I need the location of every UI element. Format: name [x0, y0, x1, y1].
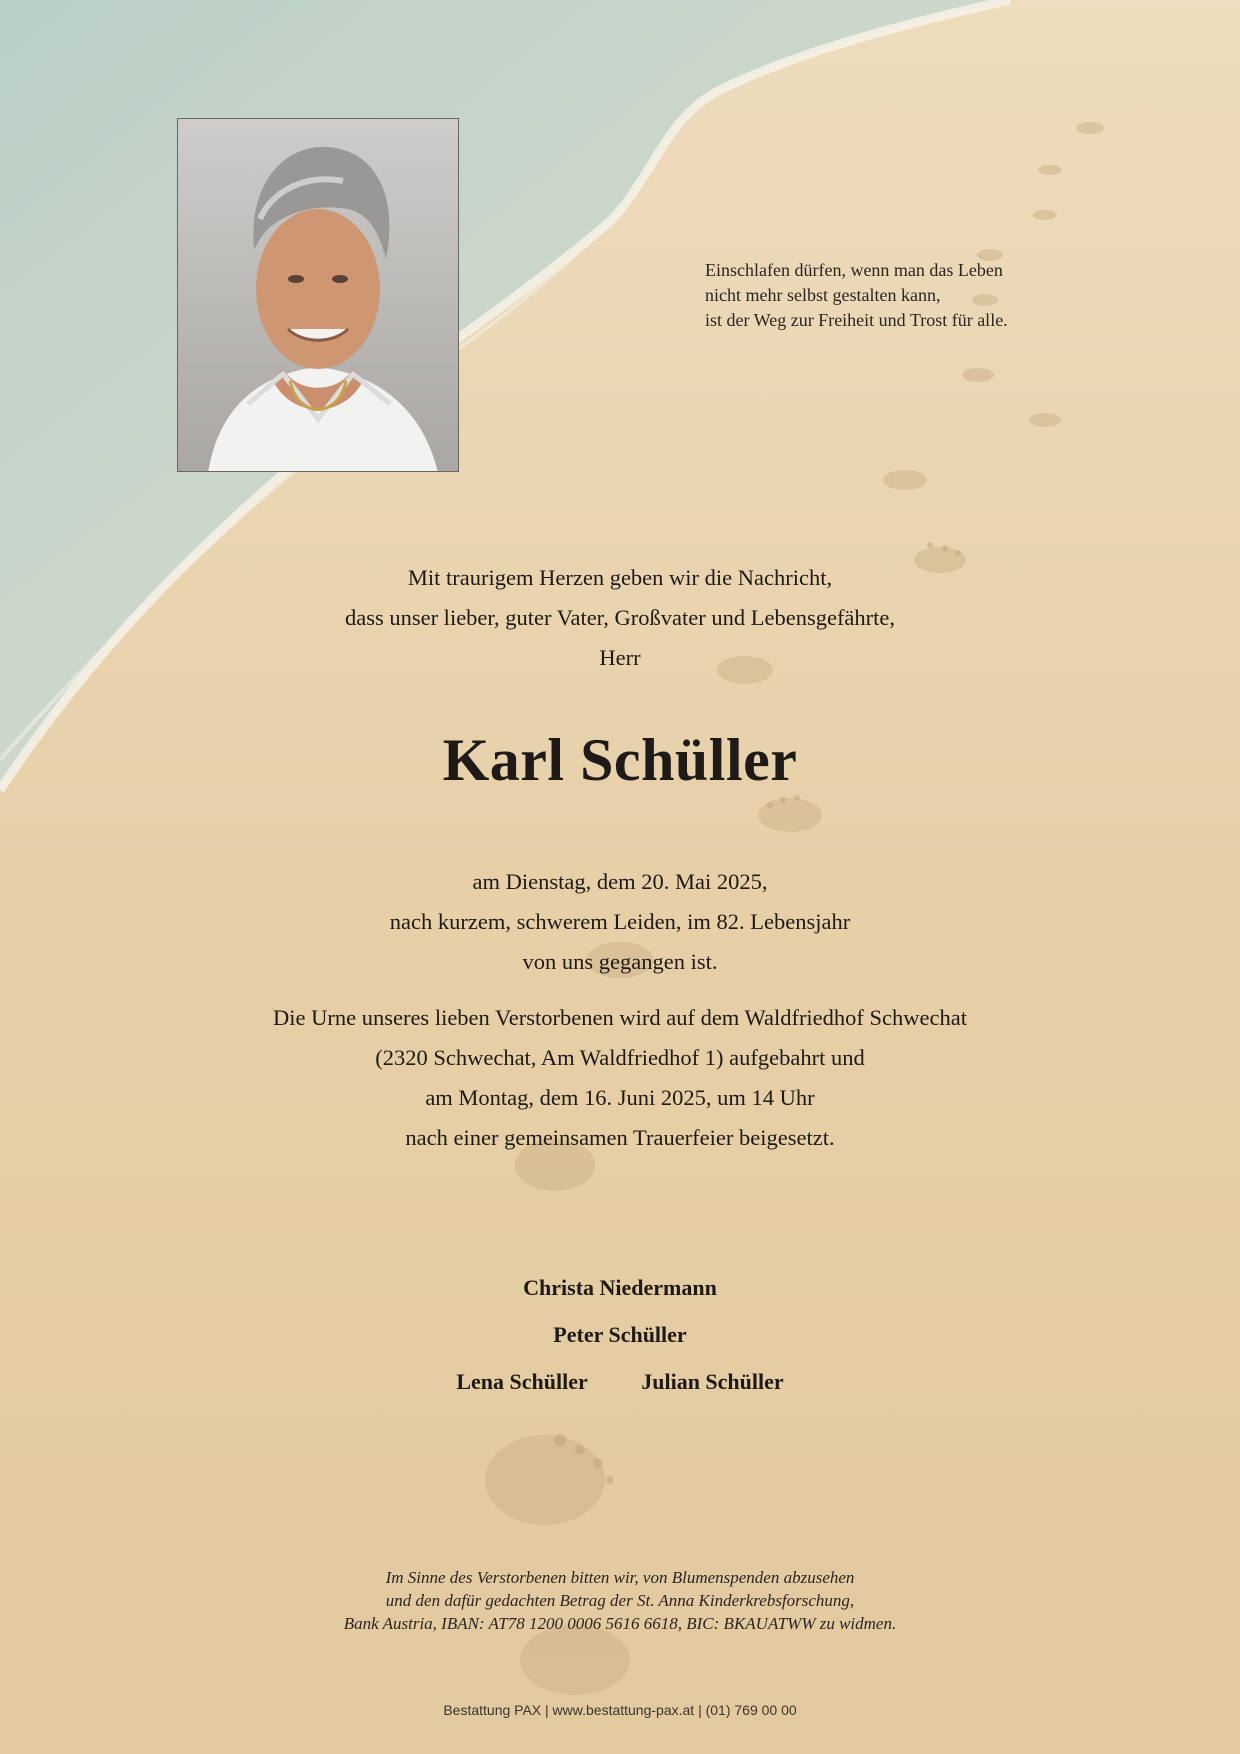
death-line: nach kurzem, schwerem Leiden, im 82. Lebensjahr	[389, 909, 851, 934]
portrait-photo	[177, 118, 459, 472]
memorial-quote	[705, 258, 1125, 333]
burial-line: nach einer gemeinsamen Trauerfeier beigesetzt.	[405, 1125, 835, 1150]
mourner-name: Peter Schüller	[553, 1322, 687, 1347]
death-line: am Dienstag, dem 20. Mai 2025,	[472, 869, 768, 894]
note-line: Bank Austria, IBAN: AT78 1200 0006 5616 6618, BIC: BKAUATWW zu widmen.	[343, 1614, 897, 1633]
announcement-intro	[120, 558, 1120, 678]
deceased-name: Karl Schüller	[442, 727, 798, 793]
death-details	[120, 862, 1120, 982]
funeral-home-footer: Bestattung PAX | www.bestattung-pax.at | (01) 769 00 00	[443, 1702, 797, 1718]
intro-line: Herr	[599, 645, 641, 670]
note-line: und den dafür gedachten Betrag der St. Anna Kinderkrebsforschung,	[385, 1591, 855, 1610]
quote-line: nicht mehr selbst gestalten kann,	[705, 285, 941, 305]
burial-details	[120, 998, 1120, 1158]
quote-line: ist der Weg zur Freiheit und Trost für alle.	[705, 310, 1008, 330]
note-line: Im Sinne des Verstorbenen bitten wir, von Blumenspenden abzusehen	[385, 1568, 855, 1587]
burial-line: Die Urne unseres lieben Verstorbenen wird auf dem Waldfriedhof Schwechat	[273, 1005, 967, 1030]
intro-line: dass unser lieber, guter Vater, Großvater und Lebensgefährte,	[344, 605, 896, 630]
mourner-name: Christa Niedermann	[523, 1275, 717, 1300]
donation-note	[120, 1566, 1120, 1635]
mourner-pair	[120, 1358, 1120, 1405]
burial-line: am Montag, dem 16. Juni 2025, um 14 Uhr	[425, 1085, 815, 1110]
quote-line: Einschlafen dürfen, wenn man das Leben	[705, 260, 1003, 280]
mourners-list	[120, 1264, 1120, 1405]
intro-line: Mit traurigem Herzen geben wir die Nachricht,	[407, 565, 833, 590]
death-line: von uns gegangen ist.	[522, 949, 718, 974]
burial-line: (2320 Schwechat, Am Waldfriedhof 1) aufgebahrt und	[375, 1045, 865, 1070]
mourner-name: Julian Schüller	[641, 1369, 784, 1394]
mourner-name: Lena Schüller	[456, 1369, 588, 1394]
